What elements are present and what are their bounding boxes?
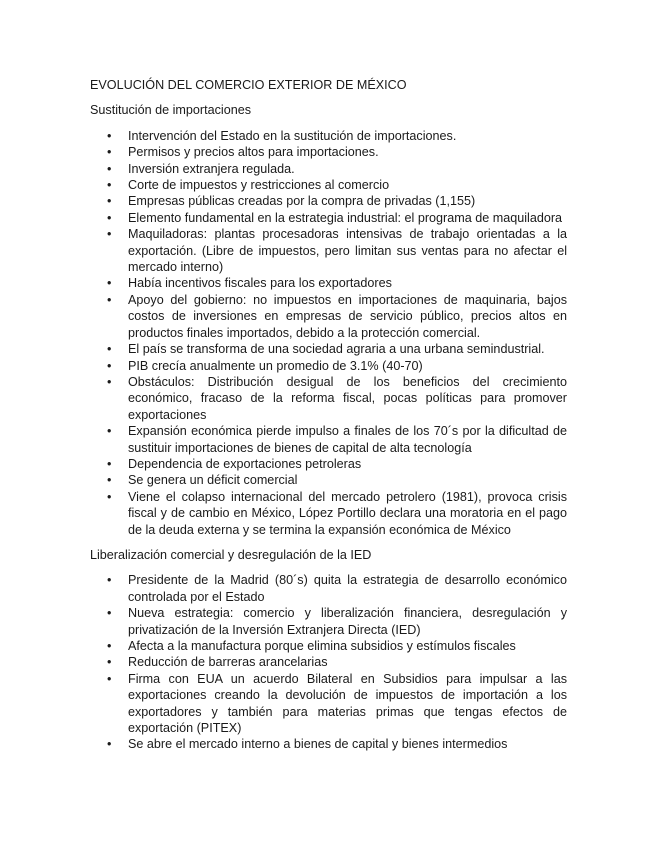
list-item: • El país se transforma de una sociedad agraria a una urbana semindustrial.: [90, 341, 567, 357]
bullet-list-liberalizacion: [90, 572, 567, 752]
list-item: • Se genera un déficit comercial: [90, 472, 567, 488]
list-item: • Expansión económica pierde impulso a finales de los 70´s por la dificultad de sustituir importaciones de bienes de capital de alta tecnología: [90, 423, 567, 456]
list-item: • Nueva estrategia: comercio y liberalización financiera, desregulación y privatización de la Inversión Extranjera Directa (IED): [90, 605, 567, 638]
list-item: • Obstáculos: Distribución desigual de los beneficios del crecimiento económico, fracaso de la reforma fiscal, pocas políticas para promover exportaciones: [90, 374, 567, 423]
list-item: • Firma con EUA un acuerdo Bilateral en Subsidios para impulsar a las exportaciones creando la devolución de impuestos de importación a los exportadores y también para materias primas que tengas efectos de exportación (PITEX): [90, 671, 567, 737]
list-item: • Se abre el mercado interno a bienes de capital y bienes intermedios: [90, 736, 567, 752]
list-item: • Afecta a la manufactura porque elimina subsidios y estímulos fiscales: [90, 638, 567, 654]
list-item: • Maquiladoras: plantas procesadoras intensivas de trabajo orientadas a la exportación. (Libre de impuestos, pero limitan sus ventas para no afectar el mercado interno): [90, 226, 567, 275]
section-heading-liberalizacion: Liberalización comercial y desregulación de la IED: [90, 547, 372, 562]
list-item: • Había incentivos fiscales para los exportadores: [90, 275, 567, 291]
list-item: • Dependencia de exportaciones petroleras: [90, 456, 567, 472]
list-item: • PIB crecía anualmente un promedio de 3.1% (40-70): [90, 358, 567, 374]
document-title: EVOLUCIÓN DEL COMERCIO EXTERIOR DE MÉXICO: [90, 78, 407, 92]
list-item: • Presidente de la Madrid (80´s) quita la estrategia de desarrollo económico controlada por el Estado: [90, 572, 567, 605]
list-item: • Intervención del Estado en la sustitución de importaciones.: [90, 128, 567, 144]
list-item: • Empresas públicas creadas por la compra de privadas (1,155): [90, 193, 567, 209]
list-item: • Apoyo del gobierno: no impuestos en importaciones de maquinaria, bajos costos de inversiones en empresas de servicio público, precios altos en productos finales importados, debido a la protección comercial.: [90, 292, 567, 341]
list-item: • Elemento fundamental en la estrategia industrial: el programa de maquiladora: [90, 210, 567, 226]
section-heading-sustitucion: Sustitución de importaciones: [90, 103, 252, 118]
list-item: • Corte de impuestos y restricciones al comercio: [90, 177, 567, 193]
list-item: • Reducción de barreras arancelarias: [90, 654, 567, 670]
list-item: • Inversión extranjera regulada.: [90, 161, 567, 177]
list-item: • Viene el colapso internacional del mercado petrolero (1981), provoca crisis fiscal y de cambio en México, López Portillo declara una moratoria en el pago de la deuda externa y se termina la expansión económica de México: [90, 489, 567, 538]
list-item: • Permisos y precios altos para importaciones.: [90, 144, 567, 160]
bullet-list-sustitucion: [90, 128, 567, 538]
